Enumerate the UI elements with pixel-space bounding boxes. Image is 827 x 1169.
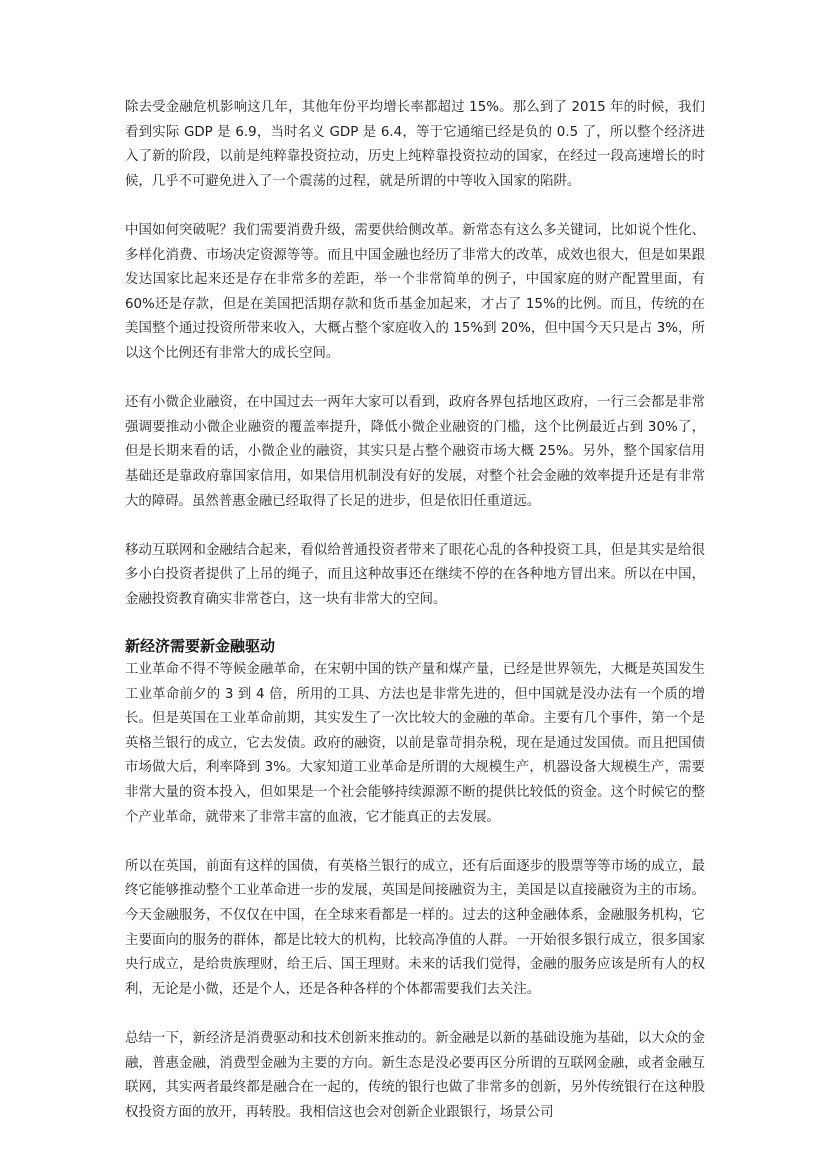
paragraph-consumption-upgrade: 中国如何突破呢？我们需要消费升级，需要供给侧改革。新常态有这么多关键词，比如说个性化、多样化消费、市场决定资源等等。而且中国金融也经历了非常大的改革，成效也很大，但是如果跟发达国家比起来还是存在非常多的差距，举一个非常简单的例子，中国家庭的财产配置里面，有 60%还是存款，但是在美国把活期存款和货币基金加起来，才占了 15%的比例。而且，传统的在美国整个通过投资所带来收入，大概占整个家庭收入的 15%到 20%，但中国今天只是占 3%，所以这个比例还有非常大的成长空间。: [125, 222, 705, 361]
paragraph-industrial-revolution: 工业革命不得不等候金融革命，在宋朝中国的铁产量和煤产量，已经是世界领先，大概是英国发生工业革命前夕的 3 到 4 倍，所用的工具、方法也是非常先进的，但中国就是没办法有一个质的增长。但是英国在工业革命前期，其实发生了一次比较大的金融的革命。主要有几个事件，第一个是英格兰银行的成立，它去发债。政府的融资，以前是靠苛捐杂税，现在是通过发国债。而且把国债市场做大后，利率降到 3%。大家知道工业革命是所谓的大规模生产，机器设备大规模生产，需要非常大量的资本投入，但如果是一个社会能够持续源源不断的提供比较低的资金。这个时候它的整个产业革命，就带来了非常丰富的血液，它才能真正的去发展。: [125, 662, 705, 825]
paragraph-small-business-finance: 还有小微企业融资，在中国过去一两年大家可以看到，政府各界包括地区政府，一行三会都是非常强调要推动小微企业融资的覆盖率提升，降低小微企业融资的门槛，这个比例最近占到 30%了，但是长期来看的话，小微企业的融资，其实只是占整个融资市场大概 25%。另外，整个国家信用基础还是靠政府靠国家信用，如果信用机制没有好的发展，对整个社会金融的效率提升还是有非常大的障碍。虽然普惠金融已经取得了长足的进步，但是依旧任重道远。: [125, 395, 705, 509]
paragraph-mobile-internet-finance: 移动互联网和金融结合起来，看似给普通投资者带来了眼花心乱的各种投资工具，但是其实是给很多小白投资者提供了上吊的绳子，而且这种故事还在继续不停的在各种地方冒出来。所以在中国，金融投资教育确实非常苍白，这一块有非常大的空间。: [125, 542, 705, 607]
document-body: [125, 96, 705, 1150]
paragraph-growth-rate: 除去受金融危机影响这几年，其他年份平均增长率都超过 15%。那么到了 2015 年的时候，我们看到实际 GDP 是 6.9，当时名义 GDP 是 6.4，等于它通缩已经是负的 0.5 了，所以整个经济进入了新的阶段，以前是纯粹靠投资拉动，历史上纯粹靠投资拉动的国家，在经过一段高速增长的时候，几乎不可避免进入了一个震荡的过程，就是所谓的中等收入国家的陷阱。: [125, 100, 705, 189]
paragraph-england-finance: 所以在英国，前面有这样的国债，有英格兰银行的成立，还有后面逐步的股票等等市场的成立，最终它能够推动整个工业革命进一步的发展，英国是间接融资为主，美国是以直接融资为主的市场。今天金融服务，不仅仅在中国，在全球来看都是一样的。过去的这种金融体系，金融服务机构，它主要面向的服务的群体，都是比较大的机构，比较高净值的人群。一开始很多银行成立，很多国家央行成立，是给贵族理财，给王后、国王理财。未来的话我们觉得，金融的服务应该是所有人的权利，无论是小微，还是个人，还是各种各样的个体都需要我们去关注。: [125, 858, 705, 997]
section-heading: 新经济需要新金融驱动: [125, 637, 276, 656]
paragraph-summary: 总结一下，新经济是消费驱动和技术创新来推动的。新金融是以新的基础设施为基础，以大众的金融，普惠金融，消费型金融为主要的方向。新生态是没必要再区分所谓的互联网金融，或者金融互联网，其实两者最终都是融合在一起的，传统的银行也做了非常多的创新，另外传统银行在这种股权投资方面的放开，再转股。我相信这也会对创新企业跟银行，场景公司: [125, 1030, 705, 1120]
